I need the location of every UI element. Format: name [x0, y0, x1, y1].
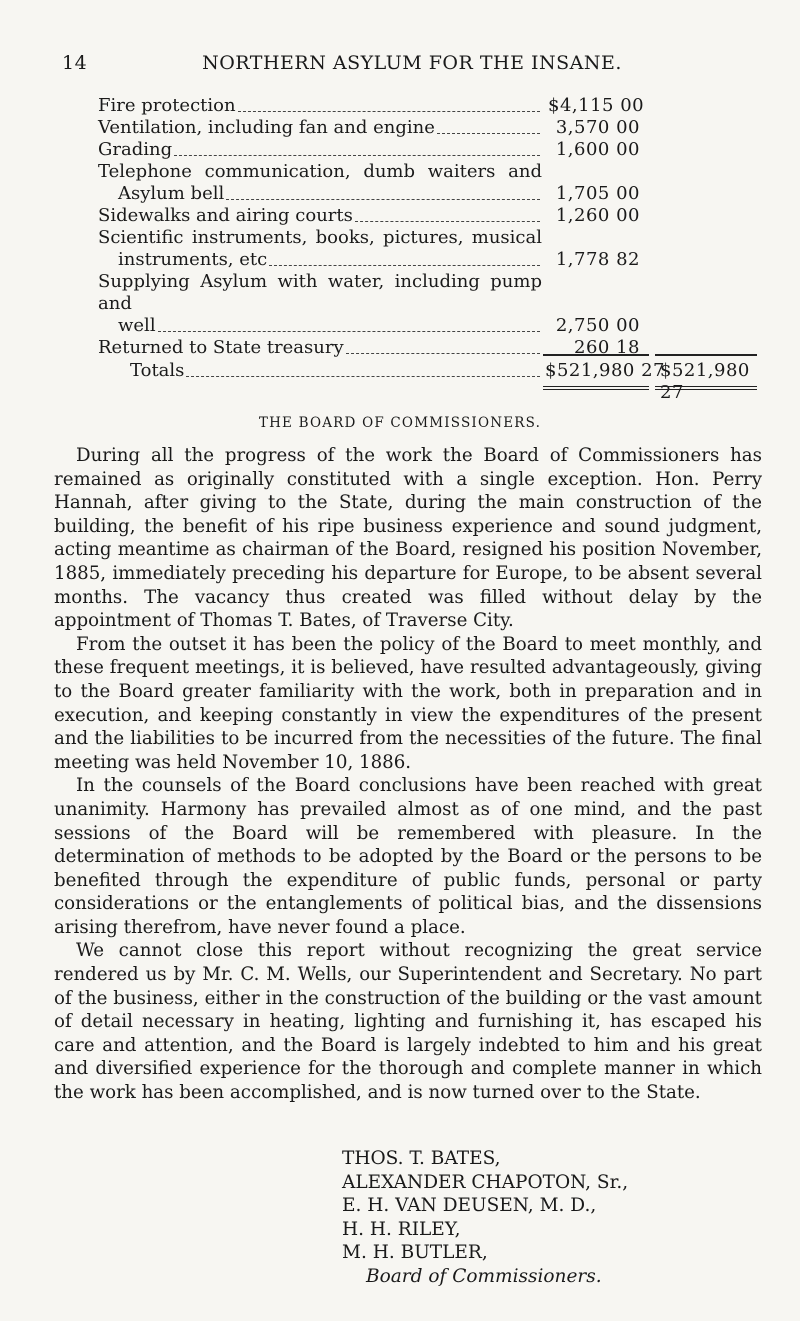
- totals-rule-left: [543, 354, 649, 356]
- paragraph: We cannot close this report without recognizing the great service rendered us by Mr. C. M. Wells, our Superintendent and Secretary. No part of the business, either in the construction of the building or the vast amount of detail necessary in heating, lighting and furnishing it, has escaped his care and attention, and the Board is largely indebted to him and his great and diversified experience for the thorough and complete manner in which the work has been accomplished, and is now turned over to the State.: [54, 940, 762, 1104]
- signatory: M. H. BUTLER,: [342, 1242, 488, 1264]
- double-rule: [543, 386, 649, 387]
- totals-amount-1: $521,980 27: [545, 360, 666, 381]
- signatory: H. H. RILEY,: [342, 1218, 461, 1240]
- ledger-item-label: Ventilation, including fan and engine: [98, 117, 435, 138]
- paragraph: During all the progress of the work the Board of Commissioners has remained as originally constituted with a single exception. Hon. Perry Hannah, after giving to the State, during the main construction of the building, the benefit of his ripe business experience and sound judgment, acting meantime as chairman of the Board, resigned his position November, 1885, immediately preceding his departure for Europe, to be absent several months. The vacancy thus created was filled without delay by the appointment of Thomas T. Bates, of Traverse City.: [54, 445, 762, 632]
- ledger-amount: 2,750 00: [555, 315, 640, 336]
- ledger-row: [98, 227, 728, 271]
- ledger-row: [98, 95, 728, 117]
- double-rule: [543, 389, 649, 390]
- ledger-item-label: Fire protection: [98, 95, 236, 116]
- ledger-item-label: Grading: [98, 139, 173, 160]
- ledger-item-label: instruments, etc: [118, 249, 268, 270]
- ledger-amount: 1,260 00: [555, 205, 640, 226]
- running-header: [62, 52, 762, 82]
- leader-dots: [174, 154, 540, 156]
- totals-row: [130, 360, 760, 403]
- signatory: E. H. VAN DEUSEN, M. D.,: [342, 1195, 597, 1217]
- ledger-item-label: Telephone communication, dumb waiters and: [98, 161, 542, 182]
- body-text: [54, 444, 762, 1105]
- leader-dots: [226, 198, 540, 200]
- ledger-item-label: Asylum bell: [118, 183, 225, 204]
- leader-dots: [437, 132, 540, 134]
- ledger-item-label: well: [118, 315, 156, 336]
- ledger-amount: 1,705 00: [555, 183, 640, 204]
- leader-dots: [158, 330, 540, 332]
- ledger-item-label: Returned to State treasury: [98, 337, 344, 358]
- ledger-item-label: Supplying Asylum with water, including pump and: [98, 271, 542, 314]
- ledger-amount: 1,600 00: [555, 139, 640, 160]
- signatory: ALEXANDER CHAPOTON, Sr.,: [342, 1171, 629, 1193]
- leader-dots: [269, 264, 540, 266]
- signatory: THOS. T. BATES,: [342, 1148, 501, 1169]
- totals-amount-2: $521,980 27: [660, 360, 750, 403]
- paragraph: In the counsels of the Board conclusions have been reached with great unanimity. Harmony has prevailed almost as of one mind, and the past sessions of the Board will be remembered with pleasure. In the determination of methods to be adopted by the Board or the persons to be benefited through the expenditure of public funds, personal or party considerations or the entanglements of political bias, and the dissensions arising therefrom, have never found a place.: [54, 775, 762, 938]
- ledger-amount: $4,115 00: [548, 95, 645, 116]
- ledger-row: [98, 117, 728, 139]
- ledger-amount: 260 18: [574, 337, 640, 358]
- paragraph: From the outset it has been the policy of the Board to meet monthly, and these frequent meetings, it is believed, have resulted advantageously, giving to the Board greater familiarity with the work, both in preparation and in execution, and keeping constantly in view the expenditures of the present and the liabilities to be incurred from the necessities of the future. The final meeting was held November 10, 1886.: [54, 633, 762, 773]
- ledger-amount: 3,570 00: [555, 117, 640, 138]
- double-rule: [655, 389, 757, 390]
- leader-dots: [355, 220, 540, 222]
- section-title: THE BOARD OF COMMISSIONERS.: [258, 415, 542, 431]
- totals-label: Totals: [130, 360, 185, 381]
- ledger-item-label: Scientific instruments, books, pictures, musical: [98, 227, 542, 248]
- running-title: NORTHERN ASYLUM FOR THE INSANE.: [202, 52, 622, 74]
- totals-rule-right: [655, 354, 757, 356]
- leader-dots: [186, 376, 540, 377]
- ledger-row: [98, 205, 728, 227]
- board-label: Board of Commissioners.: [366, 1265, 602, 1287]
- page-number: 14: [62, 52, 88, 74]
- ledger-row: [98, 161, 728, 205]
- expenditure-ledger: [98, 95, 728, 359]
- double-rule: [655, 386, 757, 387]
- ledger-row: [98, 139, 728, 161]
- leader-dots: [346, 352, 540, 354]
- ledger-amount: 1,778 82: [555, 249, 640, 270]
- signature-block: [342, 1147, 762, 1289]
- ledger-row: [98, 271, 728, 337]
- leader-dots: [238, 110, 540, 112]
- ledger-item-label: Sidewalks and airing courts: [98, 205, 353, 226]
